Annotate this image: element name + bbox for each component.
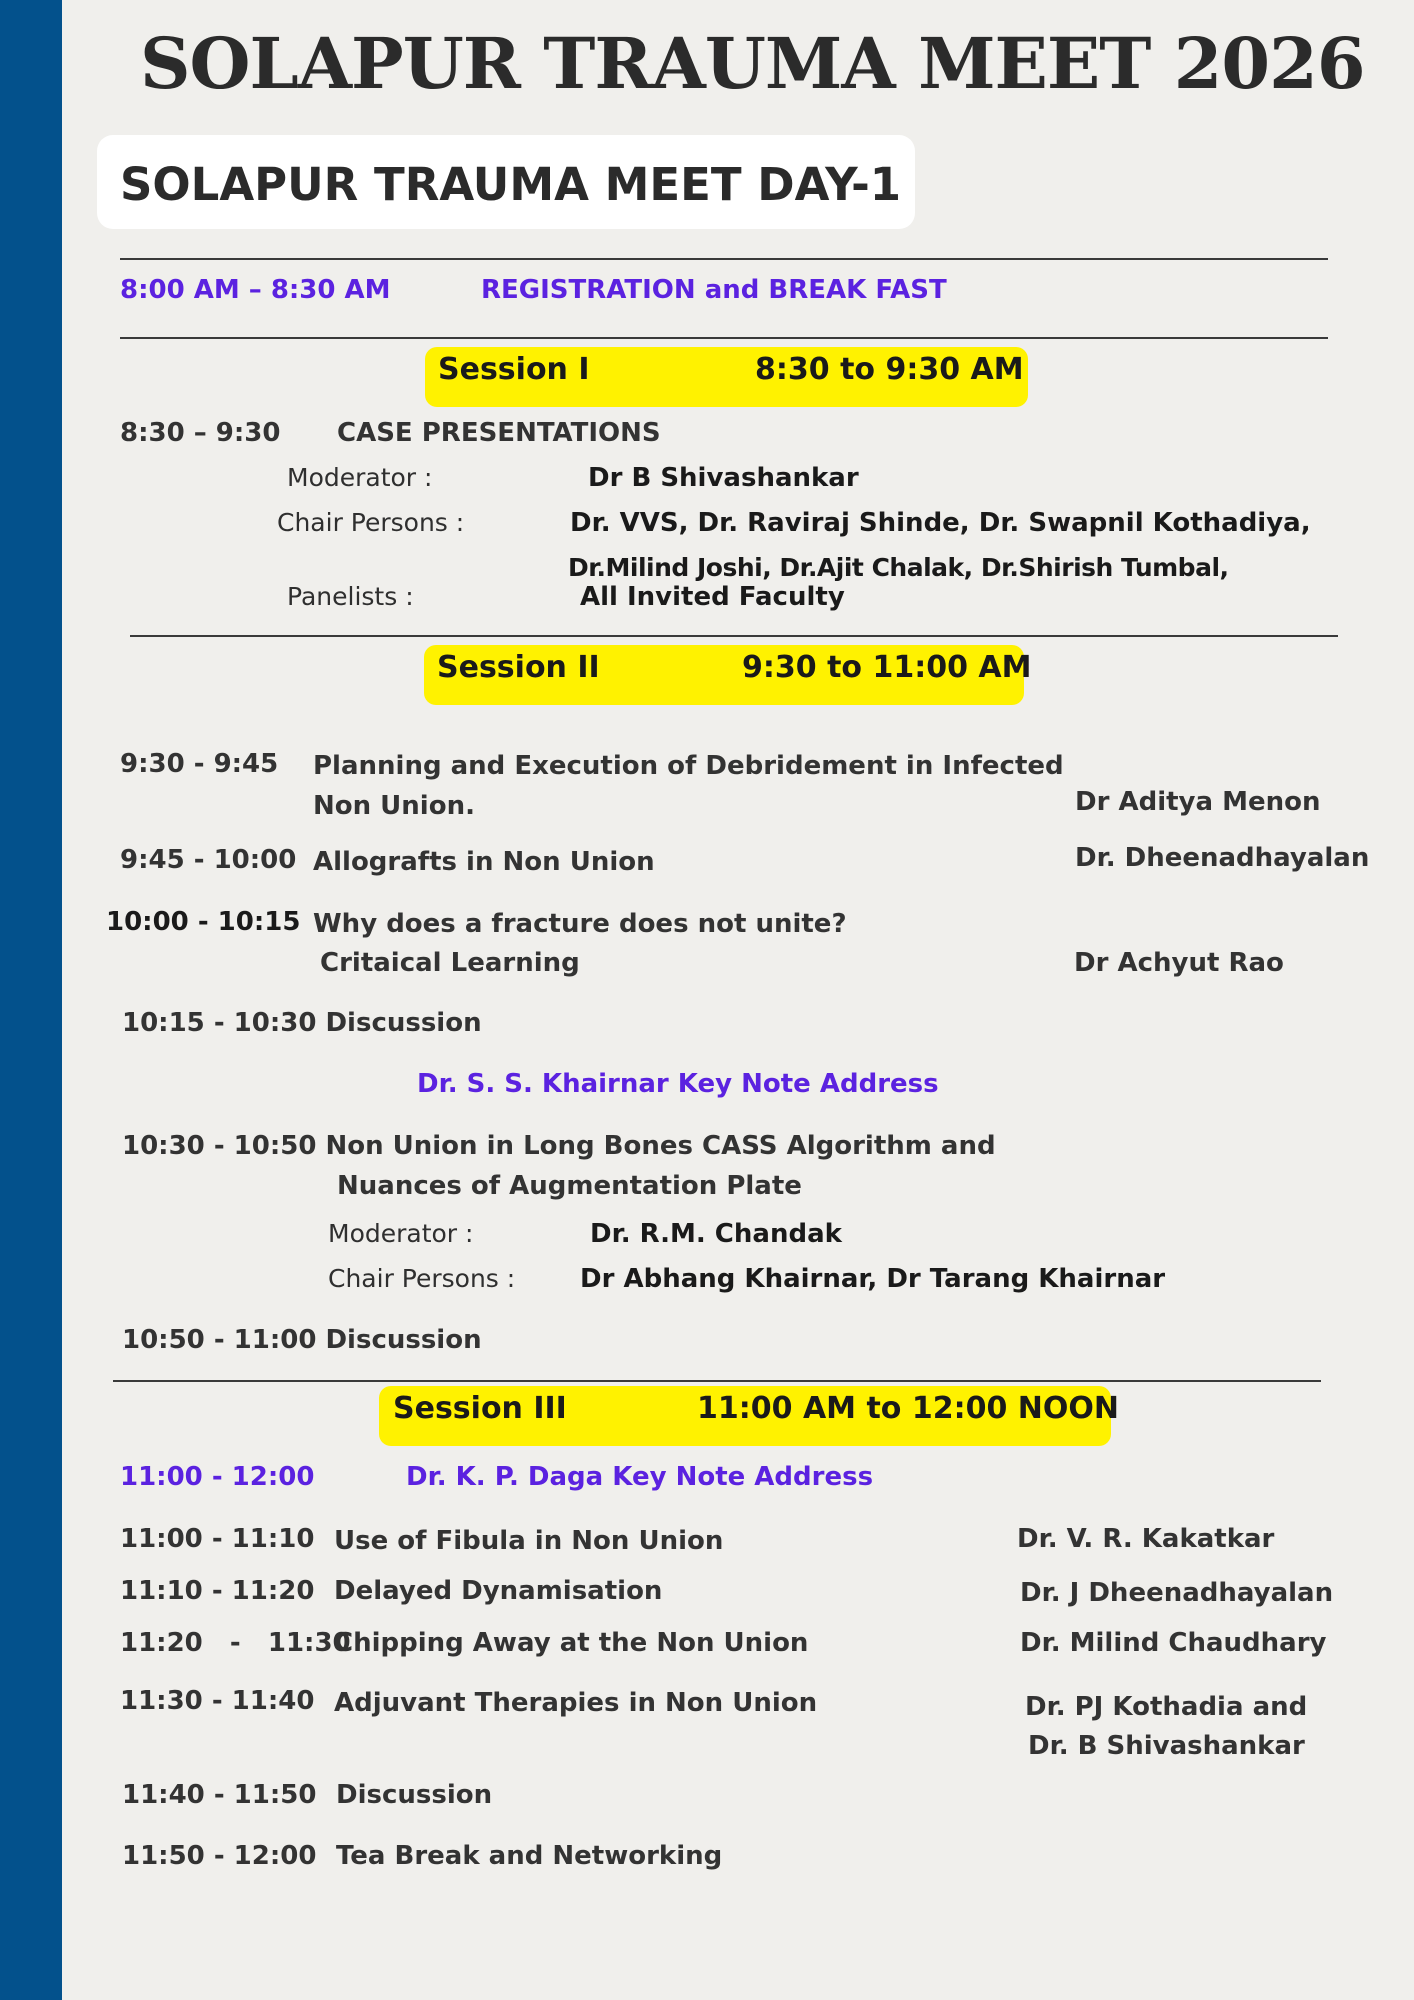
chair-label: Chair Persons : — [328, 1264, 516, 1293]
moderator-label: Moderator : — [287, 463, 433, 492]
talk-title-line2: Non Union. — [313, 791, 475, 821]
talk-time: 11:40 - 11:50 — [122, 1780, 317, 1810]
talk-speaker: Dr. Milind Chaudhary — [1020, 1628, 1327, 1658]
session-3-name: Session III — [393, 1391, 567, 1426]
talk-time: 11:00 - 11:10 — [120, 1524, 315, 1554]
moderator-name: Dr. R.M. Chandak — [590, 1219, 842, 1249]
talk-speaker: Dr. Dheenadhayalan — [1075, 843, 1370, 873]
chair-label: Chair Persons : — [277, 508, 465, 537]
session-1-name: Session I — [438, 352, 590, 387]
chair-persons-line1: Dr. VVS, Dr. Raviraj Shinde, Dr. Swapnil Kothadiya, — [570, 508, 1311, 538]
session-2-name: Session II — [437, 650, 600, 685]
talk-speaker: Dr Aditya Menon — [1075, 787, 1321, 817]
talk-speaker-line2: Dr. B Shivashankar — [1028, 1731, 1305, 1761]
moderator-name: Dr B Shivashankar — [588, 463, 859, 493]
session-3-time: 11:00 AM to 12:00 NOON — [697, 1391, 1120, 1426]
session-2-time: 9:30 to 11:00 AM — [742, 650, 1032, 685]
talk-title: Why does a fracture does not unite? — [313, 909, 847, 939]
talk-title: Chipping Away at the Non Union — [334, 1628, 809, 1658]
talk-speaker: Dr Achyut Rao — [1074, 948, 1284, 978]
divider — [120, 337, 1328, 339]
discussion-item: 10:50 - 11:00 Discussion — [122, 1325, 482, 1355]
talk-title-line2: Critaical Learning — [320, 948, 580, 978]
divider — [130, 635, 1338, 637]
left-accent-bar — [0, 0, 62, 2000]
talk-title: Delayed Dynamisation — [334, 1576, 663, 1606]
discussion-item: 10:15 - 10:30 Discussion — [122, 1008, 482, 1038]
registration-time: 8:00 AM – 8:30 AM — [120, 275, 391, 305]
divider — [113, 1380, 1321, 1382]
keynote-time: 11:00 - 12:00 — [120, 1462, 315, 1492]
talk-title: Use of Fibula in Non Union — [334, 1526, 724, 1556]
day-title: SOLAPUR TRAUMA MEET DAY-1 — [120, 158, 902, 211]
keynote-talk-line2: Nuances of Augmentation Plate — [337, 1171, 802, 1201]
talk-time: 11:20 - 11:30 — [120, 1628, 351, 1658]
registration-label: REGISTRATION and BREAK FAST — [481, 275, 947, 305]
talk-title: Discussion — [336, 1780, 493, 1810]
talk-title: Tea Break and Networking — [336, 1841, 723, 1871]
talk-title: Allografts in Non Union — [313, 847, 655, 877]
session-1-item-title: CASE PRESENTATIONS — [337, 418, 661, 448]
moderator-label: Moderator : — [328, 1219, 474, 1248]
session-1-item-time: 8:30 – 9:30 — [120, 418, 281, 448]
talk-title: Adjuvant Therapies in Non Union — [334, 1688, 818, 1718]
talk-speaker: Dr. PJ Kothadia and — [1025, 1692, 1308, 1722]
page-title: SOLAPUR TRAUMA MEET 2026 — [140, 22, 1365, 105]
session-1-time: 8:30 to 9:30 AM — [755, 352, 1024, 387]
talk-time: 10:00 - 10:15 — [106, 907, 301, 937]
keynote-address: Dr. S. S. Khairnar Key Note Address — [417, 1069, 939, 1099]
talk-time: 11:30 - 11:40 — [120, 1686, 315, 1716]
panelists-name: All Invited Faculty — [580, 582, 845, 612]
chair-persons: Dr Abhang Khairnar, Dr Tarang Khairnar — [580, 1264, 1166, 1294]
chair-persons-line2: Dr.Milind Joshi, Dr.Ajit Chalak, Dr.Shirish Tumbal, — [568, 553, 1229, 582]
talk-time: 11:50 - 12:00 — [122, 1841, 317, 1871]
talk-title: Planning and Execution of Debridement in Infected — [313, 751, 1064, 781]
talk-speaker: Dr. V. R. Kakatkar — [1017, 1524, 1275, 1554]
talk-speaker: Dr. J Dheenadhayalan — [1020, 1578, 1334, 1608]
talk-time: 9:45 - 10:00 — [120, 845, 297, 875]
keynote-address: Dr. K. P. Daga Key Note Address — [406, 1462, 874, 1492]
keynote-talk-line1: 10:30 - 10:50 Non Union in Long Bones CASS Algorithm and — [122, 1131, 996, 1161]
divider — [120, 258, 1328, 260]
talk-time: 9:30 - 9:45 — [120, 749, 279, 779]
talk-time: 11:10 - 11:20 — [120, 1576, 315, 1606]
panelists-label: Panelists : — [287, 582, 414, 611]
